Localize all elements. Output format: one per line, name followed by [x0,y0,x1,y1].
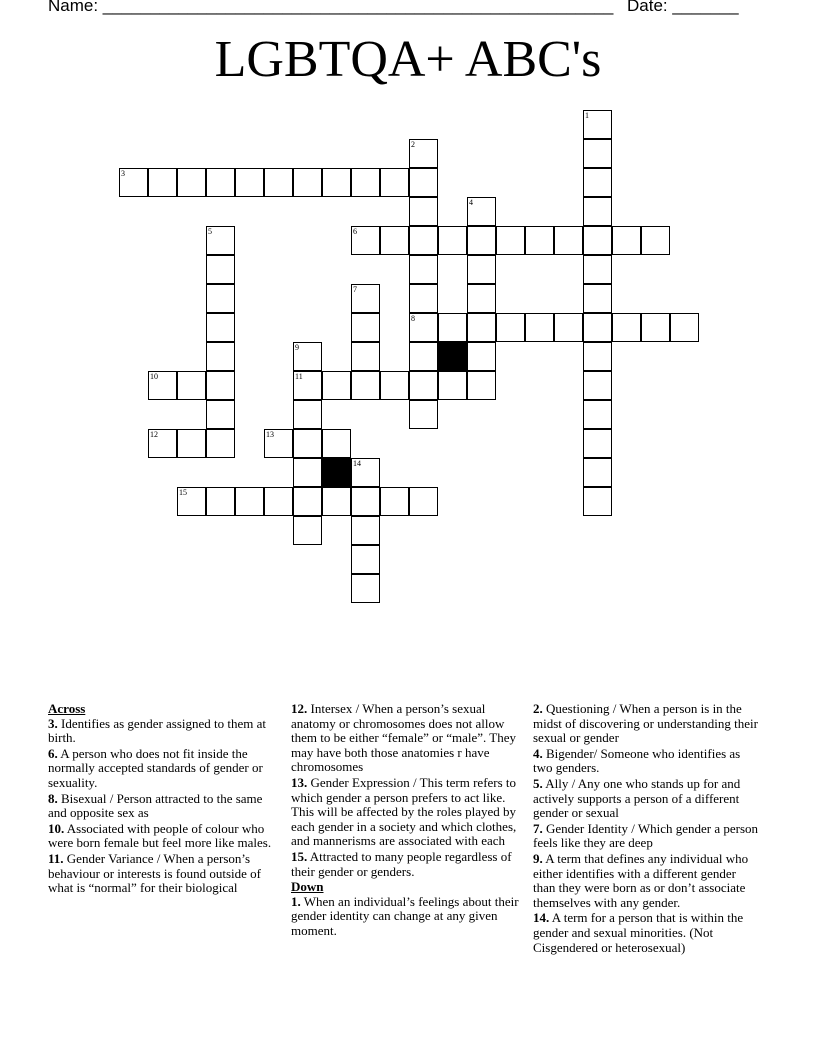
crossword-cell[interactable] [670,313,699,342]
across-heading: Across [48,701,86,716]
date-field-label: Date: _______ [627,0,739,15]
crossword-cell[interactable] [583,284,612,313]
crossword-cell[interactable] [351,284,380,313]
crossword-cell[interactable] [409,400,438,429]
crossword-cell[interactable] [467,226,496,255]
crossword-cell[interactable] [583,342,612,371]
crossword-cell[interactable] [583,487,612,516]
crossword-cell[interactable] [409,139,438,168]
page-title: LGBTQA+ ABC's [214,31,602,88]
clue-number: 7 [353,285,357,294]
crossword-cell[interactable] [293,487,322,516]
crossword-cell[interactable] [583,226,612,255]
crossword-cell[interactable] [641,313,670,342]
crossword-cell[interactable] [148,168,177,197]
crossword-cell[interactable] [206,400,235,429]
clue-number: 12. [291,701,308,716]
clue-text: Bigender/ Someone who identifies as two genders. [533,745,741,776]
clue-item [291,895,527,939]
crossword-cell[interactable] [148,371,177,400]
crossword-cell[interactable] [322,429,351,458]
across-clue-list [48,717,282,896]
crossword-cell[interactable] [206,487,235,516]
crossword-cell[interactable] [583,139,612,168]
crossword-cell[interactable] [380,487,409,516]
clue-item [533,747,761,776]
clue-number: 15. [291,848,308,864]
clue-number: 11 [295,372,303,381]
clue-text: Associated with people of colour who were born female but feel more like males. [48,820,272,851]
down-heading: Down [291,879,324,895]
crossword-cell[interactable] [177,429,206,458]
crossword-cell[interactable] [351,574,380,603]
crossword-cell[interactable] [177,371,206,400]
crossword-cell[interactable] [583,458,612,487]
name-field-label: Name: ______________________________________________________ [48,0,614,15]
crossword-cell[interactable] [351,516,380,545]
crossword-cell[interactable] [351,313,380,342]
crossword-cell[interactable] [177,487,206,516]
clue-number: 13. [291,774,308,790]
crossword-cell[interactable] [409,255,438,284]
crossword-cell[interactable] [264,168,293,197]
clue-number: 4 [469,198,473,207]
crossword-cell[interactable] [409,168,438,197]
clue-item [48,747,282,791]
clue-text: Intersex / When a person’s sexual anatomy or chromosomes does not allow them to be either “female” or “male”. They may have both those anatomies r have chromosomes [291,701,516,775]
clue-text: Bisexual / Person attracted to the same and opposite sex as [48,790,263,821]
clue-number: 15 [179,488,187,497]
down-clue-list-continued [533,702,761,955]
crossword-cell[interactable] [583,400,612,429]
clue-item [533,702,761,746]
clue-number: 10 [150,372,158,381]
crossword-cell[interactable] [612,226,641,255]
clue-number: 12 [150,430,158,439]
clue-number: 8. [48,790,58,806]
crossword-cell[interactable] [351,545,380,574]
crossword-cell[interactable] [409,197,438,226]
crossword-cell[interactable] [409,487,438,516]
crossword-cell[interactable] [438,371,467,400]
clue-number: 14 [353,459,361,468]
clue-number: 2 [411,140,415,149]
clue-number: 10. [48,820,65,836]
clue-text: When an individual’s feelings about their gender identity can change at any given moment. [291,893,519,938]
clues-column-1 [48,702,282,897]
clue-text: A term that defines any individual who either identifies with a different gender than they were born as or don’t associate themselves with any gender. [533,850,749,910]
crossword-cell[interactable] [119,168,148,197]
crossword-cell[interactable] [322,168,351,197]
across-clue-list-continued [291,702,527,879]
crossword-cell[interactable] [438,313,467,342]
clue-item [48,822,282,851]
clue-text: Gender Identity / Which gender a person feels like they are deep [533,820,759,851]
clue-number: 8 [411,314,415,323]
crossword-cell[interactable] [235,487,264,516]
crossword-cell[interactable] [554,313,583,342]
clue-number: 13 [266,430,274,439]
clue-text: Attracted to many people regardless of their gender or genders. [291,848,512,879]
crossword-cell[interactable] [583,313,612,342]
crossword-cell[interactable] [206,255,235,284]
clue-text: A person who does not fit inside the normally accepted standards of gender or sexuality. [48,745,263,790]
clue-item [533,852,761,910]
crossword-cell[interactable] [409,342,438,371]
crossword-cell[interactable] [351,458,380,487]
clue-item [533,777,761,821]
clue-text: Questioning / When a person is in the midst of discovering or understanding their sexual or gender [533,701,758,746]
clue-number: 3. [48,715,58,731]
clue-item [533,911,761,955]
clue-text: Gender Expression / This term refers to which gender a person prefers to act like. This will be affected by the roles played by each gender in a society and which clothes, and mannerisms are associated with each [291,774,517,849]
crossword-cell[interactable] [612,313,641,342]
crossword-cell[interactable] [438,226,467,255]
clue-text: Gender Variance / When a person’s behaviour or interests is found outside of what is “normal” for their biological [48,850,262,896]
clues-column-2 [291,702,527,940]
clue-item [533,822,761,851]
clue-item [48,792,282,821]
crossword-cell[interactable] [206,342,235,371]
clue-number: 5. [533,775,543,791]
crossword-cell[interactable] [351,371,380,400]
crossword-cell[interactable] [264,487,293,516]
crossword-cell[interactable] [467,197,496,226]
clue-number: 5 [208,227,212,236]
clue-number: 1. [291,893,301,909]
clue-number: 7. [533,820,543,836]
crossword-cell[interactable] [554,226,583,255]
clue-text: A term for a person that is within the gender and sexual minorities. (Not Cisgendered or heterosexual) [533,910,744,955]
clue-number: 1 [585,111,589,120]
clue-item [291,850,527,879]
crossword-cell[interactable] [380,168,409,197]
crossword-cell[interactable] [293,342,322,371]
blocked-cell [438,342,467,371]
crossword-cell[interactable] [351,342,380,371]
crossword-cell[interactable] [206,371,235,400]
crossword-cell[interactable] [525,226,554,255]
crossword-cell[interactable] [583,371,612,400]
crossword-cell[interactable] [206,284,235,313]
crossword-cell[interactable] [380,371,409,400]
crossword-cell[interactable] [351,226,380,255]
crossword-cell[interactable] [206,168,235,197]
clue-number: 11. [48,850,64,866]
crossword-cell[interactable] [293,516,322,545]
clue-item [291,702,527,775]
crossword-cell[interactable] [409,371,438,400]
crossword-cell[interactable] [293,400,322,429]
crossword-cell[interactable] [264,429,293,458]
crossword-cell[interactable] [293,371,322,400]
crossword-cell[interactable] [467,284,496,313]
clue-number: 9 [295,343,299,352]
crossword-cell[interactable] [496,226,525,255]
crossword-cell[interactable] [409,284,438,313]
clue-number: 3 [121,169,125,178]
crossword-cell[interactable] [583,255,612,284]
crossword-cell[interactable] [583,429,612,458]
clue-item [48,852,282,896]
crossword-cell[interactable] [351,168,380,197]
crossword-cell[interactable] [409,313,438,342]
blocked-cell [322,458,351,487]
clue-item [48,717,282,746]
clues-column-3 [533,702,761,956]
crossword-cell[interactable] [322,371,351,400]
crossword-cell[interactable] [409,226,438,255]
crossword-cell[interactable] [293,458,322,487]
crossword-cell[interactable] [177,168,206,197]
crossword-cell[interactable] [467,313,496,342]
crossword-cell[interactable] [235,168,264,197]
clue-number: 6 [353,227,357,236]
clue-number: 4. [533,745,543,761]
crossword-cell[interactable] [206,226,235,255]
crossword-cell[interactable] [641,226,670,255]
crossword-cell[interactable] [467,371,496,400]
crossword-cell[interactable] [206,429,235,458]
crossword-cell[interactable] [583,197,612,226]
crossword-cell[interactable] [380,226,409,255]
down-clue-list [291,895,527,939]
crossword-cell[interactable] [583,168,612,197]
clue-item [291,776,527,849]
clue-text: Identifies as gender assigned to them at birth. [48,715,267,746]
crossword-cell[interactable] [583,110,612,139]
crossword-cell[interactable] [467,255,496,284]
crossword-cell[interactable] [322,487,351,516]
clue-text: Ally / Any one who stands up for and actively supports a person of a different gender or sexual [533,775,741,821]
crossword-cell[interactable] [351,487,380,516]
crossword-cell[interactable] [293,429,322,458]
clue-number: 2. [533,701,543,716]
crossword-cell[interactable] [293,168,322,197]
clue-number: 14. [533,910,550,926]
clue-number: 9. [533,850,543,866]
crossword-cell[interactable] [148,429,177,458]
crossword-cell[interactable] [525,313,554,342]
crossword-cell[interactable] [206,313,235,342]
crossword-cell[interactable] [467,342,496,371]
crossword-cell[interactable] [496,313,525,342]
clue-number: 6. [48,745,58,761]
